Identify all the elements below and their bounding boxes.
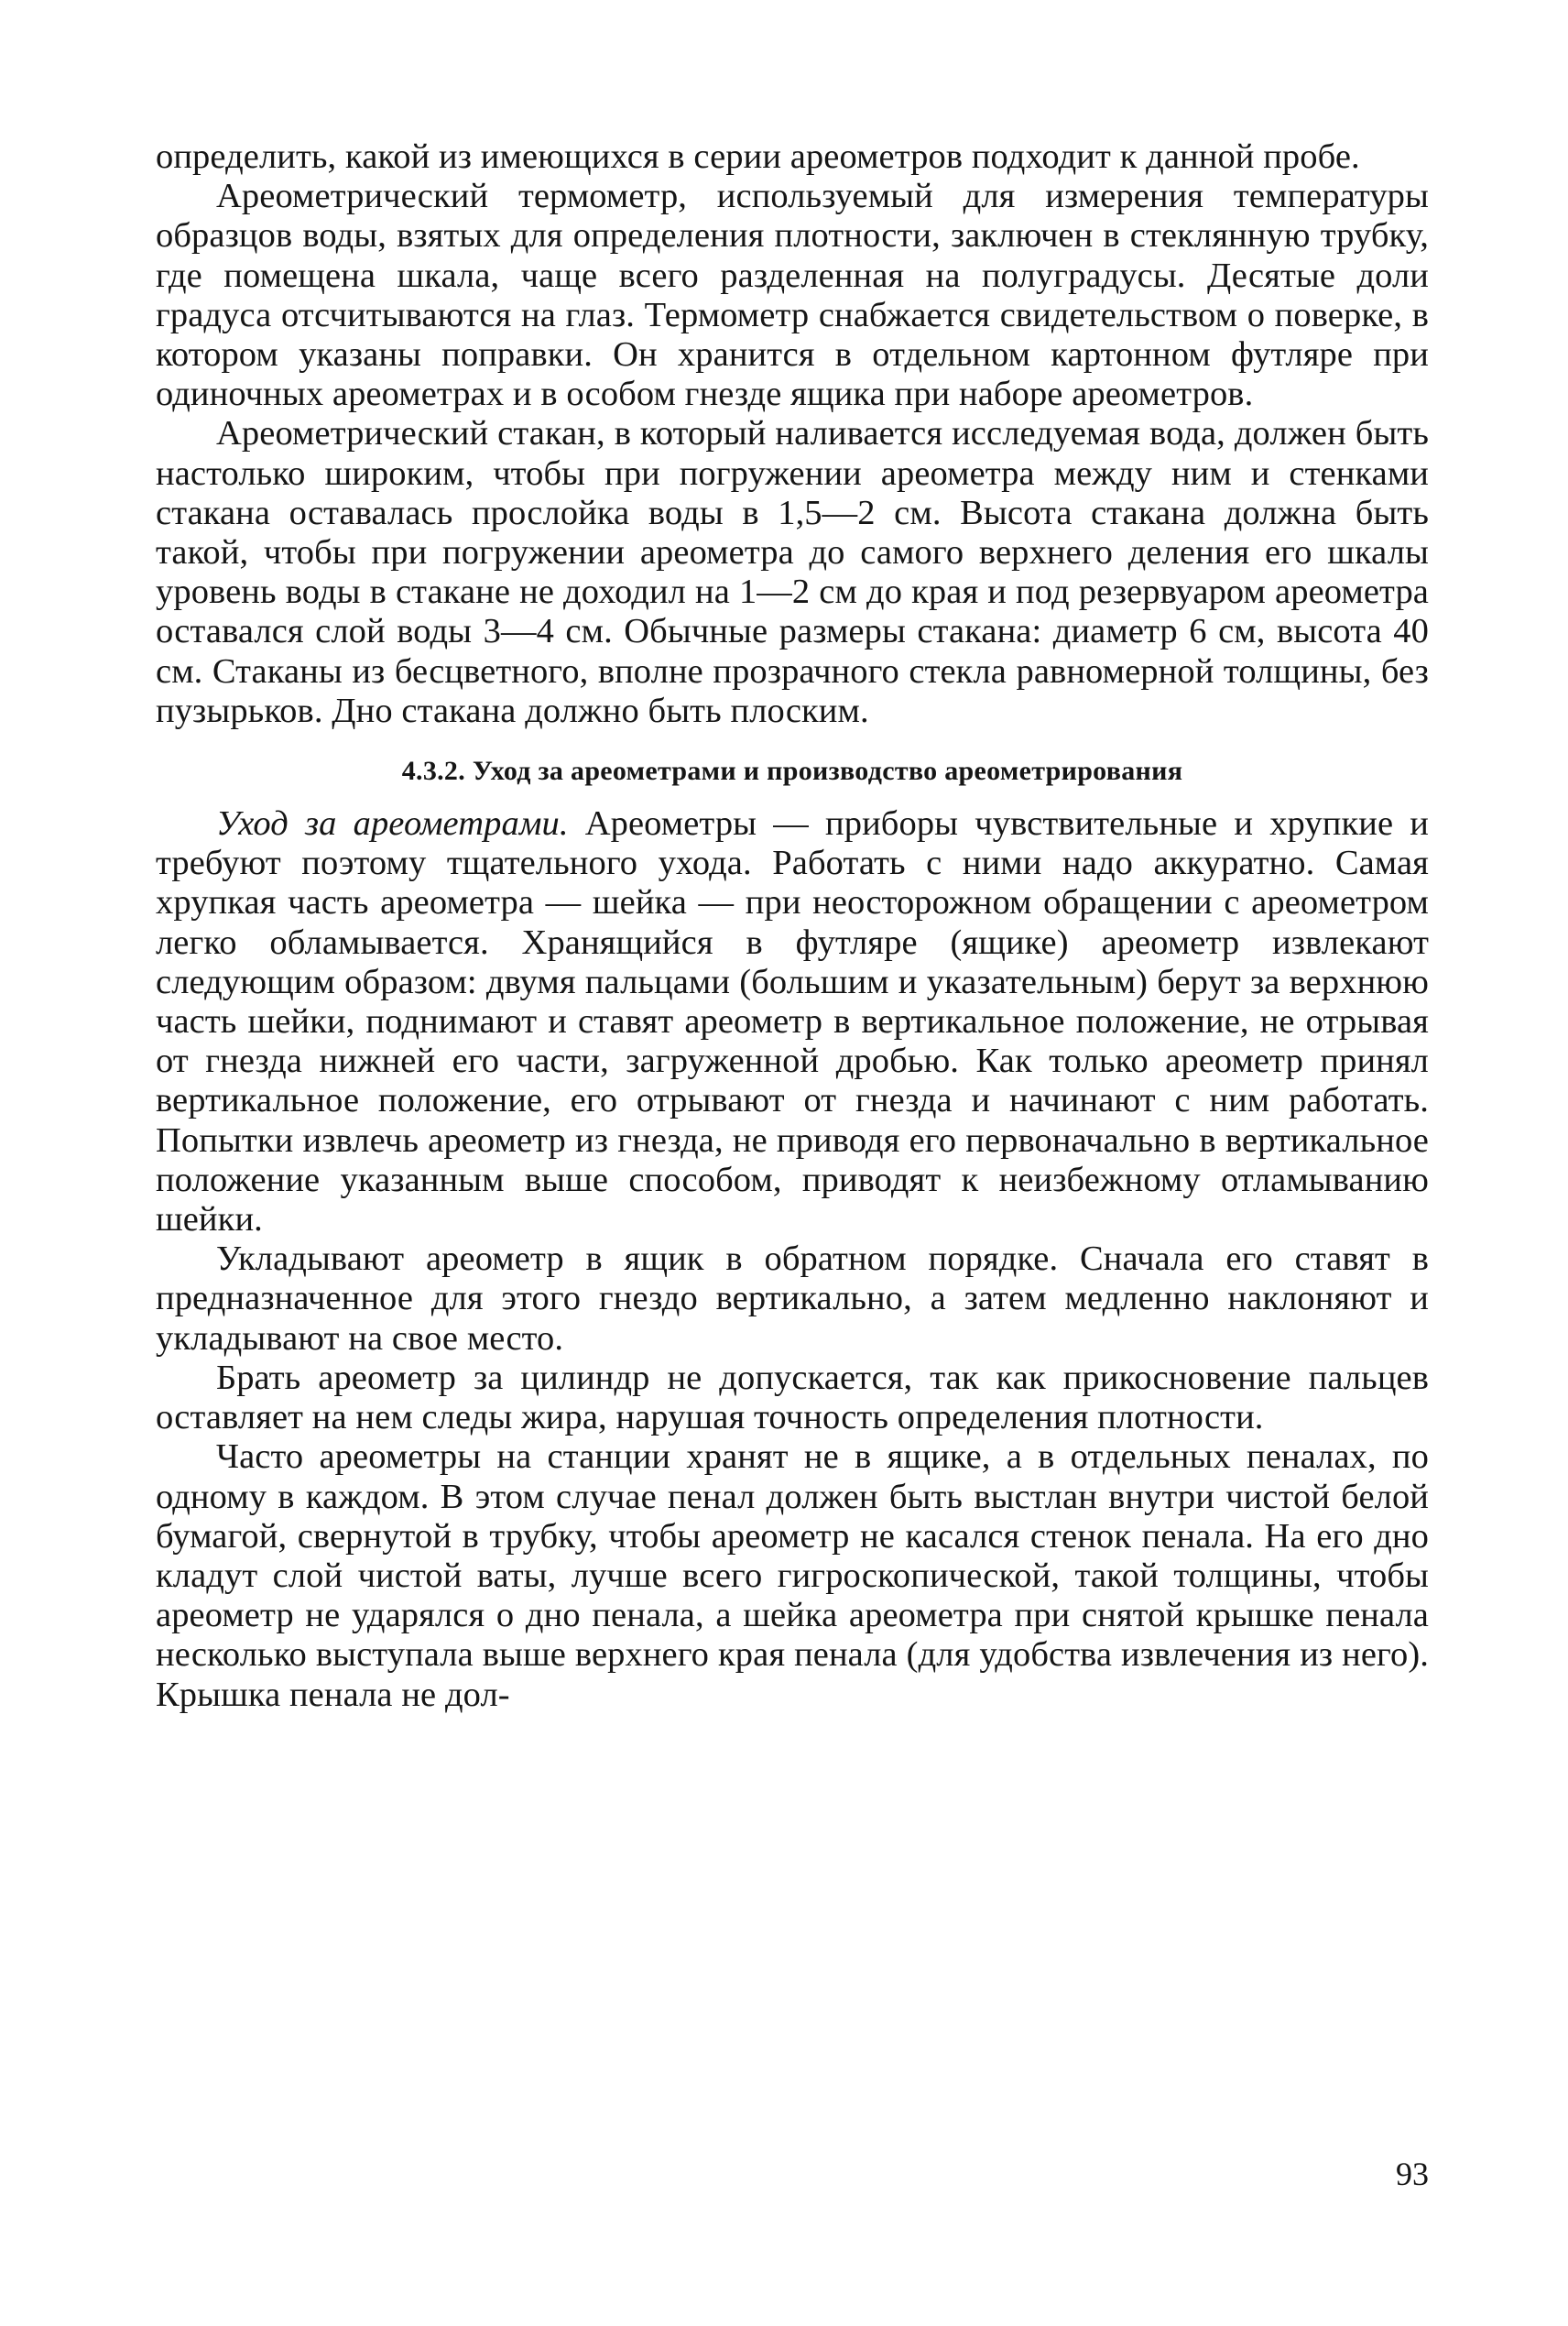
page-body <box>156 137 1429 1715</box>
paragraph-care-lead-title: Уход за ареометрами. <box>216 804 569 844</box>
paragraph-care-lead <box>156 804 1429 1239</box>
paragraph-storing: Укладывают ареометр в ящик в обратном порядке. Сначала его ставят в предназначенное для этого гнездо вертикально, а затем медленно наклоняют и укладывают на свое место. <box>156 1239 1429 1358</box>
paragraph-care-lead-text: Ареометры — приборы чувствительные и хрупкие и требуют поэтому тщательного ухода. Работать с ними надо аккуратно. Самая хрупкая часть ареометра — шейка — при неосторожном обращении с ареометром легко обламывается. Хранящийся в футляре (ящике) ареометр извлекают следующим образом: двумя пальцами (большим и указательным) берут за верхнюю часть шейки, поднимают и ставят ареометр в вертикальное положение, не отрывая от гнезда нижней его части, загруженной дробью. Как только ареометр принял вертикальное положение, его отрывают от гнезда и начинают с ним работать. Попытки извлечь ареометр из гнезда, не приводя его первоначально в вертикальное положение указанным выше способом, приводят к неизбежному отламыванию шейки. <box>156 804 1429 1239</box>
paragraph-beaker: Ареометрический стакан, в который наливается исследуемая вода, должен быть настолько широким, чтобы при погружении ареометра между ним и стенками стакана оставалась прослойка воды в 1,5—2 см. Высота стакана должна быть такой, чтобы при погружении ареометра до самого верхнего деления его шкалы уровень воды в стакане не доходил на 1—2 см до края и под резервуаром ареометра оставался слой воды 3—4 см. Обычные размеры стакана: диаметр 6 см, высота 40 см. Стаканы из бесцветного, вполне прозрачного стекла равномерной толщины, без пузырьков. Дно стакана должно быть плоским. <box>156 414 1429 730</box>
paragraph-thermometer: Ареометрический термометр, используемый для измерения температуры образцов воды, взятых для определения плотности, заключен в стеклянную трубку, где помещена шкала, чаще всего разделенная на полуградусы. Десятые доли градуса отсчитываются на глаз. Термометр снабжается свидетельством о поверке, в котором указаны поправки. Он хранится в отдельном картонном футляре при одиночных ареометрах и в особом гнезде ящика при наборе ареометров. <box>156 177 1429 414</box>
paragraph-continuation: определить, какой из имеющихся в серии ареометров подходит к данной пробе. <box>156 137 1360 176</box>
page-number: 93 <box>1396 2156 1429 2192</box>
section-heading: 4.3.2. Уход за ареометрами и производство ареометрирования <box>401 756 1183 787</box>
paragraph-handling: Брать ареометр за цилиндр не допускается, так как прикосновение пальцев оставляет на нем следы жира, нарушая точность определения плотности. <box>156 1358 1429 1437</box>
paragraph-cases: Часто ареометры на станции хранят не в ящике, а в отдельных пеналах, по одному в каждом. В этом случае пенал должен быть выстлан внутри чистой белой бумагой, свернутой в трубку, чтобы ареометр не касался стенок пенала. На его дно кладут слой чистой ваты, лучше всего гигроскопической, такой толщины, чтобы ареометр не ударялся о дно пенала, а шейка ареометра при снятой крышке пенала несколько выступала выше верхнего края пенала (для удобства извлечения из него). Крышка пенала не дол- <box>156 1437 1429 1714</box>
